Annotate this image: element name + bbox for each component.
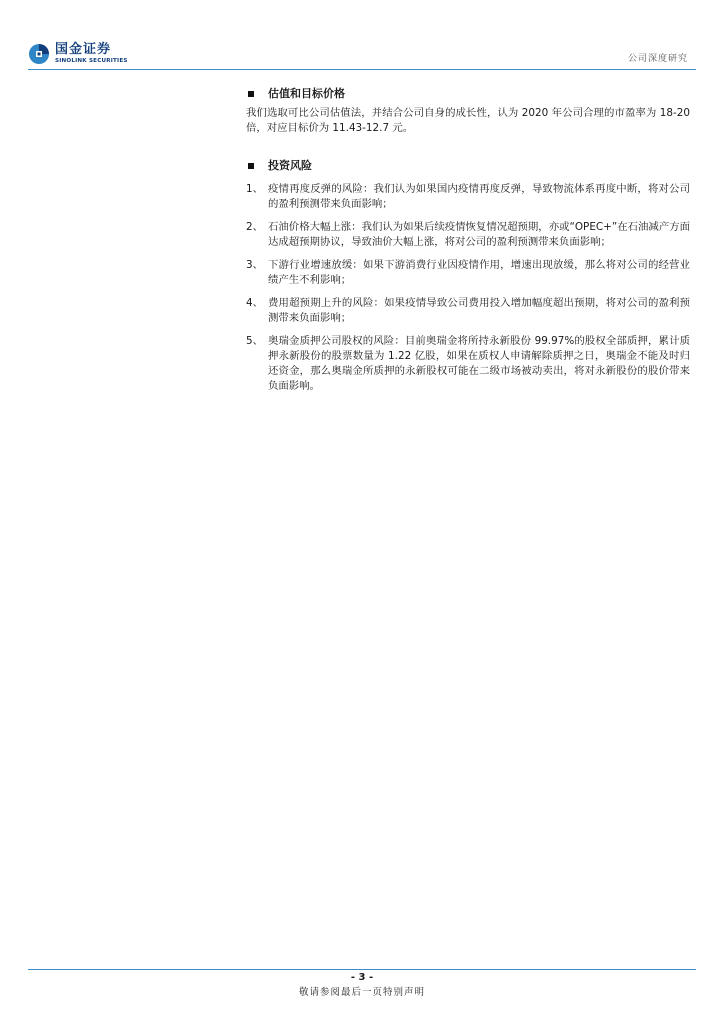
report-type-label: 公司深度研究 <box>627 54 688 64</box>
valuation-section <box>246 86 690 136</box>
valuation-heading <box>246 86 690 102</box>
risk-list <box>246 182 690 394</box>
list-item-text: 费用超预期上升的风险：如果疫情导致公司费用投入增加幅度超出预期，将对公司的盈利预测带来负面影响； <box>268 297 690 324</box>
main-content <box>246 86 690 402</box>
list-item-text: 奥瑞金质押公司股权的风险：目前奥瑞金将所持永新股份 99.97%的股权全部质押，累计质押永新股份的股票数量为 1.22 亿股，如果在质权人申请解除质押之日，奥瑞金不能及时归还资金，那么奥瑞金所质押的永新股权可能在二级市场被动卖出，将对永新股份的股价带来负面影响。 <box>268 335 690 392</box>
valuation-title: 估值和目标价格 <box>268 87 345 100</box>
list-item <box>246 258 690 288</box>
list-item-number: 4、 <box>246 297 264 309</box>
list-item-number: 3、 <box>246 259 264 271</box>
list-item-number: 2、 <box>246 221 264 233</box>
page-number: - 3 - <box>350 972 374 983</box>
page-header <box>0 0 724 72</box>
square-bullet-icon <box>248 91 254 97</box>
logo-english-name: SINOLINK SECURITIES <box>55 58 128 64</box>
list-item <box>246 182 690 212</box>
risk-title: 投资风险 <box>268 159 312 172</box>
list-item <box>246 220 690 250</box>
header-divider <box>28 69 696 70</box>
risk-section <box>246 158 690 394</box>
logo-chinese-name: 国金证券 <box>55 42 112 57</box>
square-bullet-icon <box>248 163 254 169</box>
list-item <box>246 296 690 326</box>
risk-heading <box>246 158 690 174</box>
list-item-text: 疫情再度反弹的风险：我们认为如果国内疫情再度反弹，导致物流体系再度中断，将对公司的盈利预测带来负面影响； <box>268 183 690 210</box>
list-item-text: 石油价格大幅上涨：我们认为如果后续疫情恢复情况超预期，亦或“OPEC+”在石油减产方面达成超预期协议，导致油价大幅上涨，将对公司的盈利预测带来负面影响； <box>268 221 690 248</box>
footer-divider <box>28 969 696 970</box>
list-item-number: 5、 <box>246 335 264 347</box>
sinolink-logo-icon <box>28 43 50 65</box>
list-item-number: 1、 <box>246 183 264 195</box>
valuation-paragraph: 我们选取可比公司估值法，并结合公司自身的成长性，认为 2020 年公司合理的市盈率为 18-20 倍，对应目标价为 11.43-12.7 元。 <box>246 107 690 134</box>
list-item-text: 下游行业增速放缓：如果下游消费行业因疫情作用，增速出现放缓，那么将对公司的经营业绩产生不利影响； <box>268 259 690 286</box>
list-item <box>246 334 690 394</box>
disclaimer-note: 敬请参阅最后一页特别声明 <box>298 987 425 998</box>
company-logo <box>28 42 138 68</box>
